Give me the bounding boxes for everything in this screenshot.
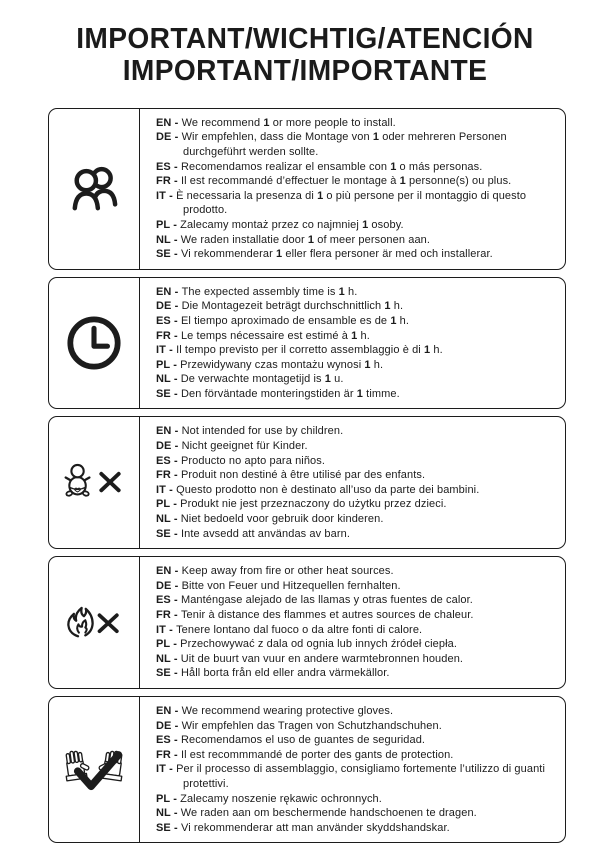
- language-code: PL -: [156, 638, 181, 651]
- language-code: FR -: [156, 175, 181, 188]
- language-code: SE -: [156, 667, 181, 680]
- language-code: PL -: [156, 792, 181, 805]
- instruction-text: [140, 697, 565, 842]
- protective-gloves-icon: [49, 697, 140, 842]
- instruction-line: NL - Uit de buurt van vuur en andere warmtebronnen houden.: [156, 652, 464, 665]
- instruction-section: [48, 277, 566, 410]
- language-code: DE -: [156, 300, 182, 313]
- instruction-text: [140, 109, 565, 269]
- language-code: ES -: [156, 734, 181, 747]
- instruction-text: [140, 557, 565, 688]
- instruction-line: EN - We recommend wearing protective gloves.: [156, 704, 394, 717]
- instruction-line: DE - Die Montagezeit beträgt durchschnittlich 1 h.: [156, 300, 404, 313]
- language-code: ES -: [156, 454, 181, 467]
- instruction-line: DE - Bitte von Feuer und Hitzequellen fernhalten.: [156, 579, 401, 592]
- instruction-line: EN - Keep away from fire or other heat sources.: [156, 565, 394, 578]
- language-code: EN -: [156, 704, 182, 717]
- instruction-line: ES - Manténgase alejado de las llamas y otras fuentes de calor.: [156, 594, 473, 607]
- language-code: FR -: [156, 329, 181, 342]
- language-code: FR -: [156, 609, 181, 621]
- instruction-line: IT - Il tempo previsto per il corretto assemblaggio è di 1 h.: [156, 344, 443, 357]
- language-code: IT -: [156, 623, 177, 636]
- instruction-line: EN - Not intended for use by children.: [156, 425, 344, 438]
- instruction-line: PL - Zalecamy montaż przez co najmniej 1 osoby.: [156, 218, 404, 231]
- instruction-line: SE - Den förväntade monteringstiden är 1 timme.: [156, 387, 400, 400]
- instruction-line: SE - Inte avsedd att användas av barn.: [156, 527, 350, 540]
- language-code: EN -: [156, 565, 182, 578]
- instruction-line: IT - Questo prodotto non è destinato all’uso da parte dei bambini.: [156, 483, 480, 496]
- language-code: IT -: [156, 344, 177, 357]
- no-children-icon: [49, 417, 140, 548]
- instruction-section: [48, 696, 566, 843]
- two-people-icon: [49, 109, 140, 269]
- instruction-line: SE - Vi rekommenderar att man använder skyddshandskar.: [156, 821, 450, 834]
- language-code: IT -: [156, 483, 177, 496]
- language-code: NL -: [156, 807, 181, 820]
- instruction-text: [140, 417, 565, 548]
- instruction-text: [140, 278, 565, 409]
- language-code: DE -: [156, 440, 182, 453]
- language-code: NL -: [156, 513, 181, 526]
- language-code: ES -: [156, 314, 181, 327]
- language-code: DE -: [156, 719, 182, 732]
- language-code: PL -: [156, 358, 181, 371]
- language-code: NL -: [156, 652, 181, 665]
- instruction-line: NL - We raden aan om beschermende handschoenen te dragen.: [156, 807, 477, 820]
- language-code: SE -: [156, 527, 181, 540]
- page-title-line-1: IMPORTANT/WICHTIG/ATENCIÓN: [76, 23, 534, 55]
- language-code: IT -: [156, 763, 177, 776]
- instruction-line: PL - Produkt nie jest przeznaczony do użytku przez dzieci.: [156, 498, 447, 511]
- language-code: FR -: [156, 469, 181, 482]
- instruction-line: SE - Vi rekommenderar 1 eller flera personer är med och installerar.: [156, 248, 493, 261]
- instruction-line: FR - Il est recommmandé de porter des gants de protection.: [156, 748, 454, 761]
- instruction-line: IT - Tenere lontano dal fuoco o da altre fonti di calore.: [156, 623, 423, 636]
- language-code: NL -: [156, 373, 181, 386]
- instruction-line: NL - Niet bedoeld voor gebruik door kinderen.: [156, 513, 384, 526]
- instruction-line: EN - We recommend 1 or more people to install.: [156, 116, 396, 129]
- language-code: FR -: [156, 748, 181, 761]
- instruction-line: PL - Zalecamy noszenie rękawic ochronnych.: [156, 792, 382, 805]
- instruction-section: [48, 416, 566, 549]
- language-code: EN -: [156, 425, 182, 438]
- language-code: PL -: [156, 218, 181, 231]
- instruction-line: IT - È necessaria la presenza di 1 o più persone per il montaggio di questo prodotto.: [156, 189, 527, 217]
- page-title-line-2: IMPORTANT/IMPORTANTE: [122, 54, 488, 87]
- no-fire-icon: [49, 557, 140, 688]
- language-code: ES -: [156, 594, 181, 607]
- instruction-line: ES - El tiempo aproximado de ensamble es de 1 h.: [156, 314, 410, 327]
- instruction-line: EN - The expected assembly time is 1 h.: [156, 285, 358, 298]
- instruction-line: NL - We raden installatie door 1 of meer personen aan.: [156, 233, 431, 246]
- instruction-line: DE - Nicht geeignet für Kinder.: [156, 440, 308, 453]
- language-code: SE -: [156, 248, 181, 261]
- language-code: DE -: [156, 131, 182, 144]
- instruction-line: PL - Przewidywany czas montażu wynosi 1 h.: [156, 358, 384, 371]
- instruction-section: [48, 556, 566, 689]
- instruction-line: DE - Wir empfehlen, dass die Montage von 1 oder mehreren Personen durchgeführt werden sollte.: [156, 131, 507, 158]
- instruction-line: ES - Recomendamos realizar el ensamble con 1 o más personas.: [156, 160, 483, 173]
- language-code: IT -: [156, 189, 177, 202]
- instruction-line: FR - Le temps nécessaire est estimé à 1 h.: [156, 329, 370, 342]
- instruction-line: NL - De verwachte montagetijd is 1 u.: [156, 373, 344, 386]
- instruction-line: ES - Recomendamos el uso de guantes de seguridad.: [156, 734, 426, 747]
- instruction-line: ES - Producto no apto para niños.: [156, 454, 326, 467]
- language-code: NL -: [156, 233, 181, 246]
- language-code: SE -: [156, 387, 181, 400]
- instruction-sections: [48, 108, 566, 843]
- clock-icon: [49, 278, 140, 409]
- instruction-line: PL - Przechowywać z dala od ognia lub innych źródeł ciepła.: [156, 638, 458, 651]
- instruction-line: FR - Il est recommandé d’effectuer le montage à 1 personne(s) ou plus.: [156, 175, 512, 188]
- page-header: [0, 0, 610, 88]
- language-code: PL -: [156, 498, 181, 511]
- instruction-line: SE - Håll borta från eld eller andra värmekällor.: [156, 667, 390, 680]
- instruction-line: IT - Per il processo di assemblaggio, consigliamo fortemente l’utilizzo di guanti protettivi.: [156, 763, 546, 790]
- instruction-line: FR - Produit non destiné à être utilisé par des enfants.: [156, 469, 426, 482]
- instruction-section: [48, 108, 566, 270]
- language-code: EN -: [156, 116, 182, 129]
- language-code: ES -: [156, 160, 181, 173]
- instruction-line: FR - Tenir à distance des flammes et autres sources de chaleur.: [156, 609, 474, 621]
- instruction-line: DE - Wir empfehlen das Tragen von Schutzhandschuhen.: [156, 719, 442, 732]
- language-code: EN -: [156, 285, 182, 298]
- language-code: DE -: [156, 579, 182, 592]
- language-code: SE -: [156, 821, 181, 834]
